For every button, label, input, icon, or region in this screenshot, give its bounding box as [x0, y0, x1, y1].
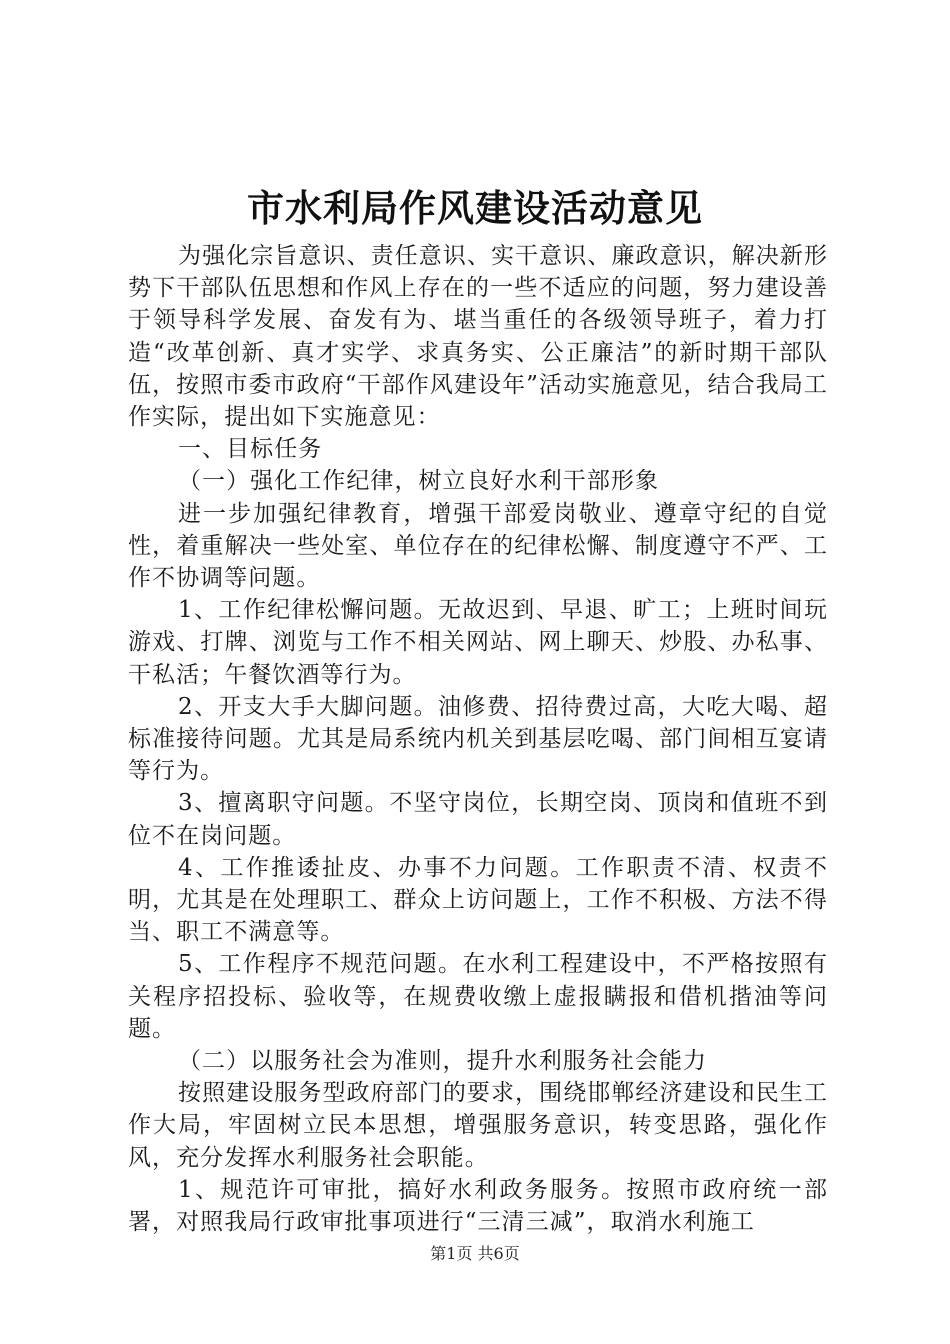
body-paragraph: 进一步加强纪律教育，增强干部爱岗敬业、遵章守纪的自觉性，着重解决一些处室、单位存在的纪律松懈、制度遵守不严、工作不协调等问题。 [128, 500, 828, 592]
list-item-3: 3、擅离职守问题。不坚守岗位，长期空岗、顶岗和值班不到位不在岗问题。 [128, 790, 828, 849]
list-item-1: 1、工作纪律松懈问题。无故迟到、早退、旷工；上班时间玩游戏、打牌、浏览与工作不相关网站、网上聊天、炒股、办私事、干私活；午餐饮酒等行为。 [128, 597, 828, 688]
list-item-6: 1、规范许可审批，搞好水利政务服务。按照市政府统一部署，对照我局行政审批事项进行“三清三减”，取消水利施工 [128, 1176, 828, 1236]
document-title: 市水利局作风建设活动意见 [247, 186, 703, 230]
subsection-heading-2: （二）以服务社会为准则，提升水利服务社会能力 [178, 1048, 708, 1075]
subsection-heading-1: （一）强化工作纪律，树立良好水利干部形象 [178, 468, 659, 495]
list-item-5: 5、工作程序不规范问题。在水利工程建设中，不严格按照有关程序招投标、验收等，在规费收缴上虚报瞒报和借机揩油等问题。 [128, 951, 828, 1042]
body-paragraph: 按照建设服务型政府部门的要求，围绕邯郸经济建设和民生工作大局，牢固树立民本思想，增强服务意识，转变思路，强化作风，充分发挥水利服务社会职能。 [128, 1080, 828, 1171]
document-body [128, 240, 828, 1238]
section-heading-1: 一、目标任务 [178, 436, 323, 463]
list-item-2: 2、开支大手大脚问题。油修费、招待费过高，大吃大喝、超标准接待问题。尤其是局系统内机关到基层吃喝、部门间相互宴请等行为。 [128, 693, 828, 785]
list-item-4: 4、工作推诿扯皮、办事不力问题。工作职责不清、权责不明，尤其是在处理职工、群众上访问题上，工作不积极、方法不得当、职工不满意等。 [128, 854, 828, 946]
intro-paragraph: 为强化宗旨意识、责任意识、实干意识、廉政意识，解决新形势下干部队伍思想和作风上存在的一些不适应的问题，努力建设善于领导科学发展、奋发有为、堪当重任的各级领导班子，着力打造“改革创新、真才实学、求真务实、公正廉洁”的新时期干部队伍，按照市委市政府“干部作风建设年”活动实施意见，结合我局工作实际，提出如下实施意见： [128, 243, 828, 431]
page-footer: 第1页 共6页 [430, 1244, 520, 1263]
